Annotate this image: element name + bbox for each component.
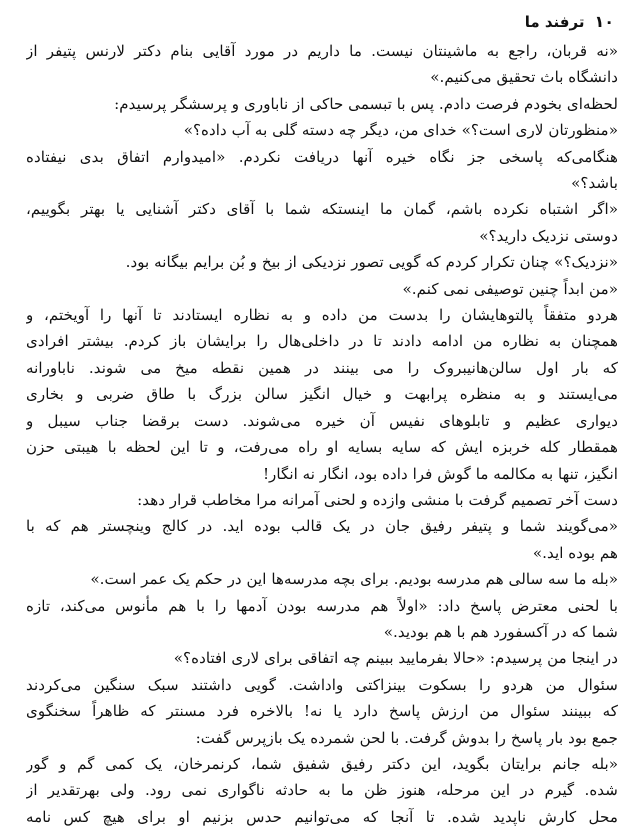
text-line: «می‌گویند شما و پتیفر رفیق جان در یک قالب بوده اید. در کالج وینچستر هم که با: [26, 517, 618, 536]
text-line: «بله ما سه سالی هم مدرسه بودیم. برای بچه مدرسه‌ها این در حکم یک عمر است.»: [90, 570, 618, 589]
text-line: سئوال من هردو را بسکوت بینزاکتی واداشت. گویی داشتند سبک سنگین می‌کردند: [26, 675, 618, 694]
text-line: «اگر اشتباه نکرده باشم، گمان ما اینستکه شما با آقای دکتر آشنایی یا بهتر بگوییم،: [26, 200, 618, 219]
text-line: می‌ایستند و به منظره پرابهت و خیال انگیز سالن بزرگ با طاق ضربی و بخاری: [26, 385, 618, 404]
text-line: شده. گیرم در این مرحله، هنوز ظن ما به حادثه ناگواری نمی رود. ولی بهرتقدیر از: [26, 781, 618, 800]
text-line: هردو متفقاً پالتوهایشان را بدست من داده و به نظاره ایستادند تا آنها را آویختم، و: [26, 306, 618, 325]
text-line: «نزدیک؟» چنان تکرار کردم که گویی تصور نزدیکی از بیخ و بُن برایم بیگانه بود.: [125, 253, 618, 272]
text-line: دانشگاه باث تحقیق می‌کنیم.»: [430, 68, 618, 87]
text-line: جمع بود بار پاسخ را بدوش گرفت. با لحن شمرده یک بازپرس گفت:: [195, 728, 618, 747]
text-line: هم بوده اید.»: [532, 543, 618, 562]
text-line: باشد؟»: [571, 174, 618, 193]
running-title: ترفند ما: [524, 13, 585, 31]
text-line: که ببینند سئوال من ارزش پاسخ دارد یا نه! بالاخره فرد مسنتر که ظاهراً سخنگوی: [26, 702, 618, 721]
text-line: همچنان به نظاره من ادامه دادند تا در داخلی‌هال را برایشان باز کردم. بیشتر افرادی: [26, 332, 618, 351]
text-line: «بله جانم برایتان بگوید، این دکتر رفیق شفیق شما، کرنمرخان، یک کمی گم و گور: [26, 754, 618, 773]
text-line: با لحنی معترض پاسخ داد: «اولاً هم مدرسه بودن آدمها را با هم مأنوس می‌کند، تازه: [26, 596, 618, 615]
text-line: لحظه‌ای بخودم فرصت دادم. پس با تبسمی حاکی از ناباوری و پرسشگر پرسیدم:: [114, 94, 618, 113]
page-number: ۱۰: [594, 12, 614, 31]
text-line: در اینجا من پرسیدم: «حالا بفرمایید ببینم چه اتفاقی برای لاری افتاده؟»: [173, 649, 618, 668]
text-line: «من ابداً چنین توصیفی نمی کنم.»: [402, 279, 618, 298]
text-line: هنگامی‌که پاسخی جز نگاه خیره آنها دریافت نکردم. «امیدوارم اتفاق بدی نیفتاده: [26, 147, 618, 166]
text-line: همقطار کله خربزه ایش که سایه بسایه او راه می‌رفت، و تا این لحظه با هیبتی حزن: [26, 438, 618, 457]
text-line: «منظورتان لاری است؟» خدای من، دیگر چه دسته گلی به آب داده؟»: [183, 121, 618, 140]
text-line: دست آخر تصمیم گرفت با منشی وازده و لحنی آمرانه مرا مخاطب قرار دهد:: [137, 490, 618, 509]
text-line: انگیز، تنها به مکالمه ما گوش فرا داده بود، انگار نه انگار!: [262, 464, 618, 483]
text-line: شما که در آکسفورد هم با هم بودید.»: [383, 622, 618, 641]
running-header: [26, 12, 618, 38]
text-line: دوستی نزدیک دارید؟»: [479, 226, 618, 245]
text-line: محل کارش ناپدید شده. تا آنجا که می‌توانیم حدس بزنیم او برای هیچ کس نامه: [26, 807, 618, 826]
body-text: [26, 38, 618, 830]
text-line: که بار اول سالن‌هانیبروک را می بینند در همین نقطه میخ می شوند. ناباورانه: [26, 358, 618, 377]
text-line: دیواری عظیم و تابلوهای نفیس آن خیره می‌شوند. دست برقضا جناب سیبل و: [26, 411, 618, 430]
text-line: «نه قربان، راجع به ماشینتان نیست. ما داریم در مورد آقایی بنام دکتر لارنس پتیفر از: [26, 42, 618, 60]
